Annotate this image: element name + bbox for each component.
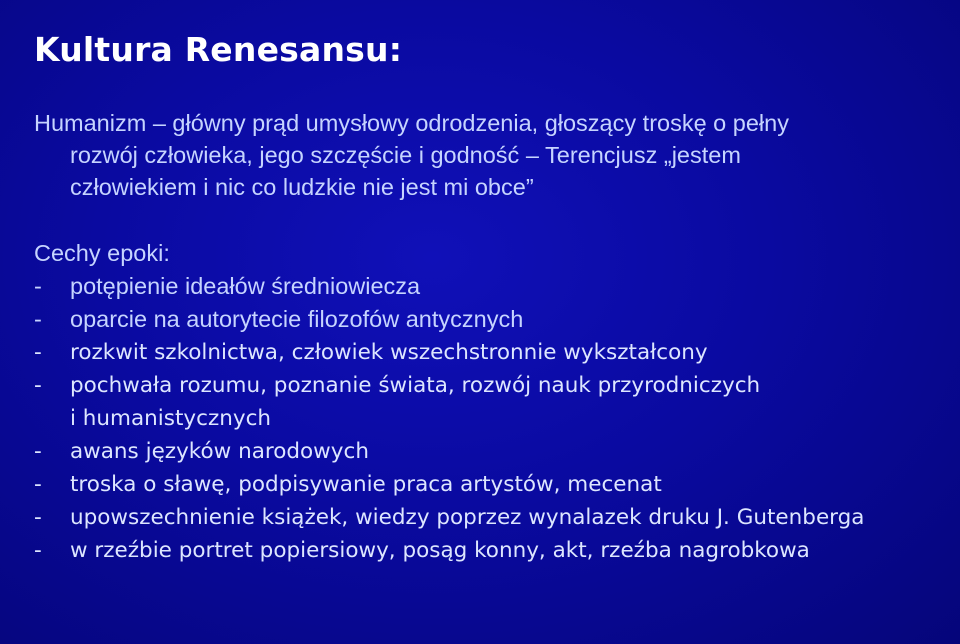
feature-text: troska o sławę, podpisywanie praca artystów, mecenat: [70, 472, 662, 497]
slide-title: Kultura Renesansu:: [34, 30, 403, 69]
feature-item: [34, 435, 960, 468]
features-heading: Cechy epoki:: [34, 240, 170, 266]
feature-item: [34, 336, 960, 369]
feature-text: pochwała rozumu, poznanie świata, rozwój nauk przyrodniczych: [70, 373, 761, 398]
feature-text: potępienie ideałów średniowiecza: [70, 273, 421, 299]
bullet-dash: -: [34, 306, 42, 332]
feature-text: rozkwit szkolnictwa, człowiek wszechstronnie wykształcony: [70, 340, 708, 365]
feature-text: awans języków narodowych: [70, 439, 369, 464]
feature-item: [34, 369, 960, 435]
bullet-dash: -: [34, 472, 42, 497]
feature-text-continuation: i humanistycznych: [70, 406, 272, 431]
bullet-dash: -: [34, 273, 42, 299]
humanism-line: rozwój człowieka, jego szczęście i godność – Terencjusz „jestem: [70, 142, 741, 168]
feature-item: [34, 534, 960, 567]
humanism-paragraph: [34, 107, 934, 203]
humanism-line: człowiekiem i nic co ludzkie nie jest mi obce”: [70, 174, 534, 200]
bullet-dash: -: [34, 538, 42, 563]
feature-item: [34, 468, 960, 501]
humanism-line: Humanizm – główny prąd umysłowy odrodzenia, głoszący troskę o pełny: [34, 110, 789, 136]
feature-item: [34, 270, 960, 303]
feature-text: oparcie na autorytecie filozofów antycznych: [70, 306, 524, 332]
feature-item: [34, 303, 960, 336]
feature-text: upowszechnienie książek, wiedzy poprzez wynalazek druku J. Gutenberga: [70, 505, 865, 530]
feature-item: [34, 501, 960, 534]
bullet-dash: -: [34, 505, 42, 530]
feature-text: w rzeźbie portret popiersiowy, posąg konny, akt, rzeźba nagrobkowa: [70, 538, 810, 563]
bullet-dash: -: [34, 439, 42, 464]
bullet-dash: -: [34, 373, 42, 398]
bullet-dash: -: [34, 340, 42, 365]
features-list: [34, 270, 960, 567]
